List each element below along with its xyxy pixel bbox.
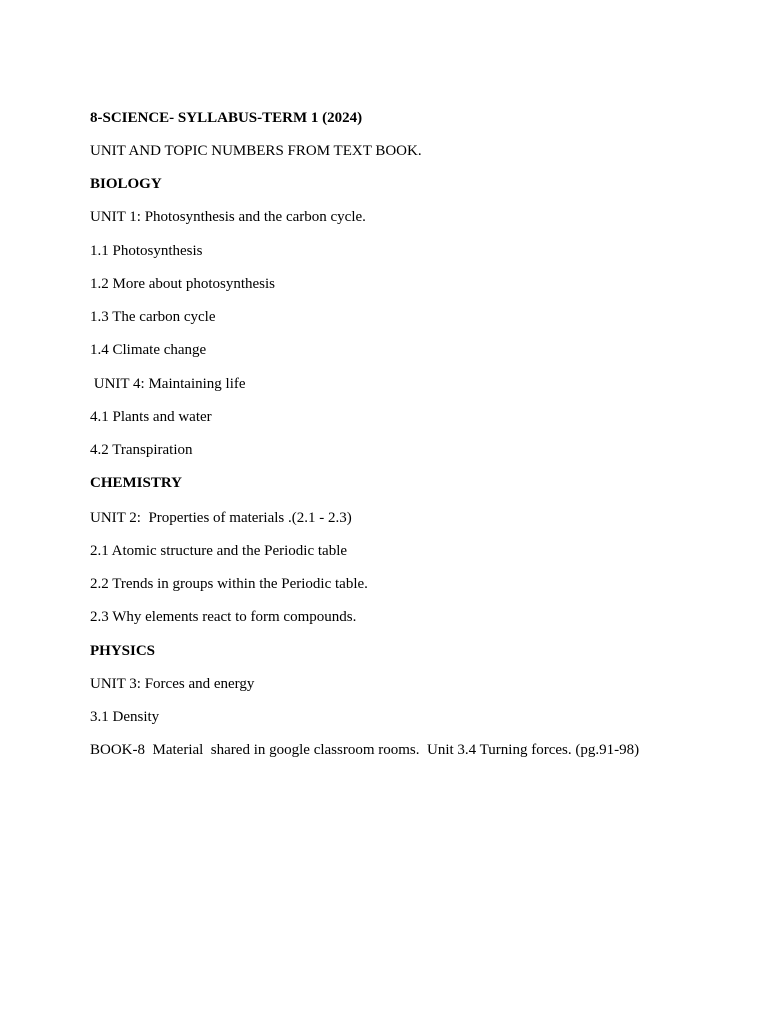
book-material-note: BOOK-8 Material shared in google classroom rooms. Unit 3.4 Turning forces. (pg.91-98) xyxy=(90,742,640,758)
topic-1-4: 1.4 Climate change xyxy=(90,342,207,358)
topic-4-2: 4.2 Transpiration xyxy=(90,442,193,458)
topic-2-3: 2.3 Why elements react to form compounds. xyxy=(90,609,357,625)
unit-2-heading: UNIT 2: Properties of materials .(2.1 - 2.3) xyxy=(90,510,352,526)
topic-1-3: 1.3 The carbon cycle xyxy=(90,309,216,325)
unit-1-heading: UNIT 1: Photosynthesis and the carbon cycle. xyxy=(90,209,366,225)
document-title: 8-SCIENCE- SYLLABUS-TERM 1 (2024) xyxy=(90,110,363,126)
topic-1-1: 1.1 Photosynthesis xyxy=(90,243,203,259)
document-subtitle: UNIT AND TOPIC NUMBERS FROM TEXT BOOK. xyxy=(90,143,422,159)
topic-2-1: 2.1 Atomic structure and the Periodic table xyxy=(90,543,348,559)
unit-3-heading: UNIT 3: Forces and energy xyxy=(90,676,255,692)
unit-4-heading: UNIT 4: Maintaining life xyxy=(90,376,246,392)
physics-heading: PHYSICS xyxy=(90,643,156,659)
biology-heading: BIOLOGY xyxy=(90,176,162,192)
chemistry-heading: CHEMISTRY xyxy=(90,475,182,491)
topic-4-1: 4.1 Plants and water xyxy=(90,409,212,425)
topic-1-2: 1.2 More about photosynthesis xyxy=(90,276,275,292)
topic-2-2: 2.2 Trends in groups within the Periodic table. xyxy=(90,576,368,592)
topic-3-1: 3.1 Density xyxy=(90,709,160,725)
